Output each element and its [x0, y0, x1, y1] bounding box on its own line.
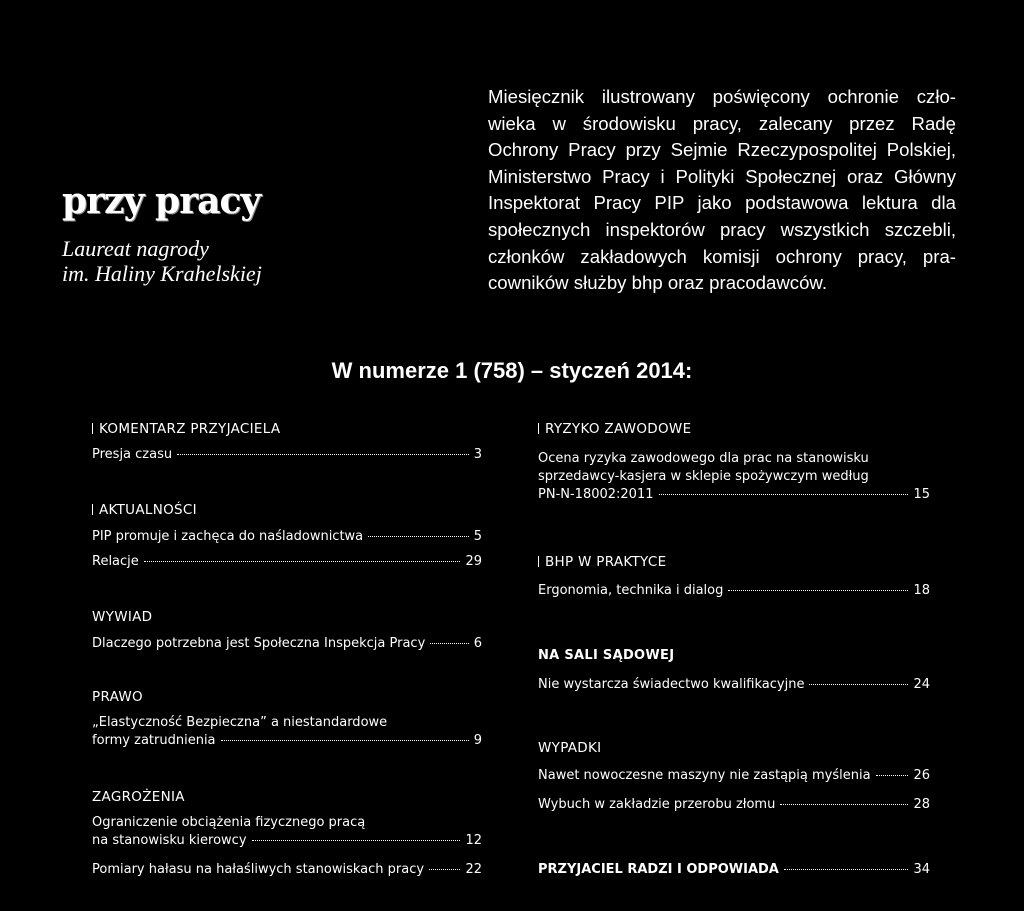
- page-number: 24: [913, 677, 930, 692]
- page-number: 3: [473, 447, 482, 462]
- magazine-logo: przy pracy: [62, 180, 261, 222]
- entry-title-line: Ograniczenie obciążenia fizycznego pracą: [92, 815, 366, 830]
- page-number: 29: [465, 554, 482, 569]
- intro-line: członków zakładowych komisji ochrony pracy, pra-: [488, 245, 956, 267]
- page-number: 34: [913, 862, 930, 877]
- section-title: WYWIAD: [92, 609, 153, 625]
- entry-title: PN-N-18002:2011: [538, 487, 654, 502]
- section-title: NA SALI SĄDOWEJ: [538, 648, 675, 663]
- toc-entry[interactable]: [92, 714, 482, 750]
- award-line-1: Laureat nagrody: [62, 236, 209, 261]
- page-number: 6: [473, 636, 482, 651]
- entry-title: Nawet nowoczesne maszyny nie zastąpią myślenia: [538, 768, 871, 783]
- toc-entry[interactable]: [92, 861, 482, 879]
- intro-line: Ministerstwo Pracy i Polityki Społecznej oraz Główny: [488, 165, 956, 187]
- intro-paragraph: [488, 84, 956, 297]
- entry-title-line: sprzedawcy-kasjera w sklepie spożywczym według: [538, 469, 869, 484]
- toc-entry[interactable]: [92, 814, 482, 850]
- intro-line: wieka w środowisku pracy, zalecany przez Radę: [488, 112, 956, 134]
- entry-title: Relacje: [92, 554, 139, 569]
- page-number: 5: [473, 529, 482, 544]
- entry-title: PIP promuje i zachęca do naśladownictwa: [92, 529, 364, 544]
- entry-title: formy zatrudnienia: [92, 733, 216, 748]
- entry-title: Ergonomia, technika i dialog: [538, 583, 724, 598]
- award-line-2: im. Haliny Krahelskiej: [62, 261, 262, 286]
- entry-title: Pomiary hałasu na hałaśliwych stanowiskach pracy: [92, 862, 425, 877]
- intro-line: Inspektorat Pracy PIP jako podstawowa lektura dla: [488, 192, 956, 214]
- page-number: 12: [465, 833, 482, 848]
- page-number: 26: [913, 768, 930, 783]
- intro-line: społecznych inspektorów pracy wszystkich szczebli,: [488, 218, 956, 240]
- toc-entry[interactable]: [538, 582, 930, 600]
- toc-entry[interactable]: [92, 528, 482, 546]
- page-number: 15: [913, 487, 930, 502]
- section-title: KOMENTARZ PRZYJACIELA: [92, 421, 280, 437]
- entry-title-line: Ocena ryzyka zawodowego dla prac na stanowisku: [538, 451, 869, 466]
- entry-title: Nie wystarcza świadectwo kwalifikacyjne: [538, 677, 805, 692]
- page-number: 28: [913, 797, 930, 812]
- toc-entry[interactable]: [92, 446, 482, 464]
- section-title: AKTUALNOŚCI: [92, 502, 197, 518]
- intro-line: Ochrony Pracy przy Sejmie Rzeczypospolitej Polskiej,: [488, 139, 956, 161]
- toc-entry[interactable]: [538, 676, 930, 694]
- toc-entry[interactable]: [538, 796, 930, 814]
- intro-line: Miesięcznik ilustrowany poświęcony ochronie czło-: [488, 86, 956, 107]
- section-title: BHP W PRAKTYCE: [538, 554, 666, 570]
- toc-entry[interactable]: [538, 861, 930, 879]
- section-title: PRAWO: [92, 689, 143, 705]
- intro-line: cowników służby bhp oraz pracodawców.: [488, 272, 827, 294]
- section-title: RYZYKO ZAWODOWE: [538, 421, 691, 437]
- page-number: 18: [913, 583, 930, 598]
- entry-title: Dlaczego potrzebna jest Społeczna Inspekcja Pracy: [92, 636, 426, 651]
- section-title: ZAGROŻENIA: [92, 789, 185, 805]
- entry-title: na stanowisku kierowcy: [92, 833, 247, 848]
- award-caption: [62, 236, 302, 286]
- entry-title-line: „Elastyczność Bezpieczna” a niestandardowe: [92, 715, 388, 730]
- issue-heading: W numerze 1 (758) – styczeń 2014:: [331, 358, 693, 383]
- entry-title: Presja czasu: [92, 447, 173, 462]
- section-title: WYPADKI: [538, 740, 602, 756]
- toc-entry[interactable]: [538, 450, 930, 504]
- toc-entry[interactable]: [92, 553, 482, 571]
- entry-title: PRZYJACIEL RADZI I ODPOWIADA: [538, 862, 779, 877]
- page-number: 22: [465, 862, 482, 877]
- entry-title: Wybuch w zakładzie przerobu złomu: [538, 797, 776, 812]
- toc-entry[interactable]: [92, 635, 482, 653]
- page-number: 9: [473, 733, 482, 748]
- toc-entry[interactable]: [538, 767, 930, 785]
